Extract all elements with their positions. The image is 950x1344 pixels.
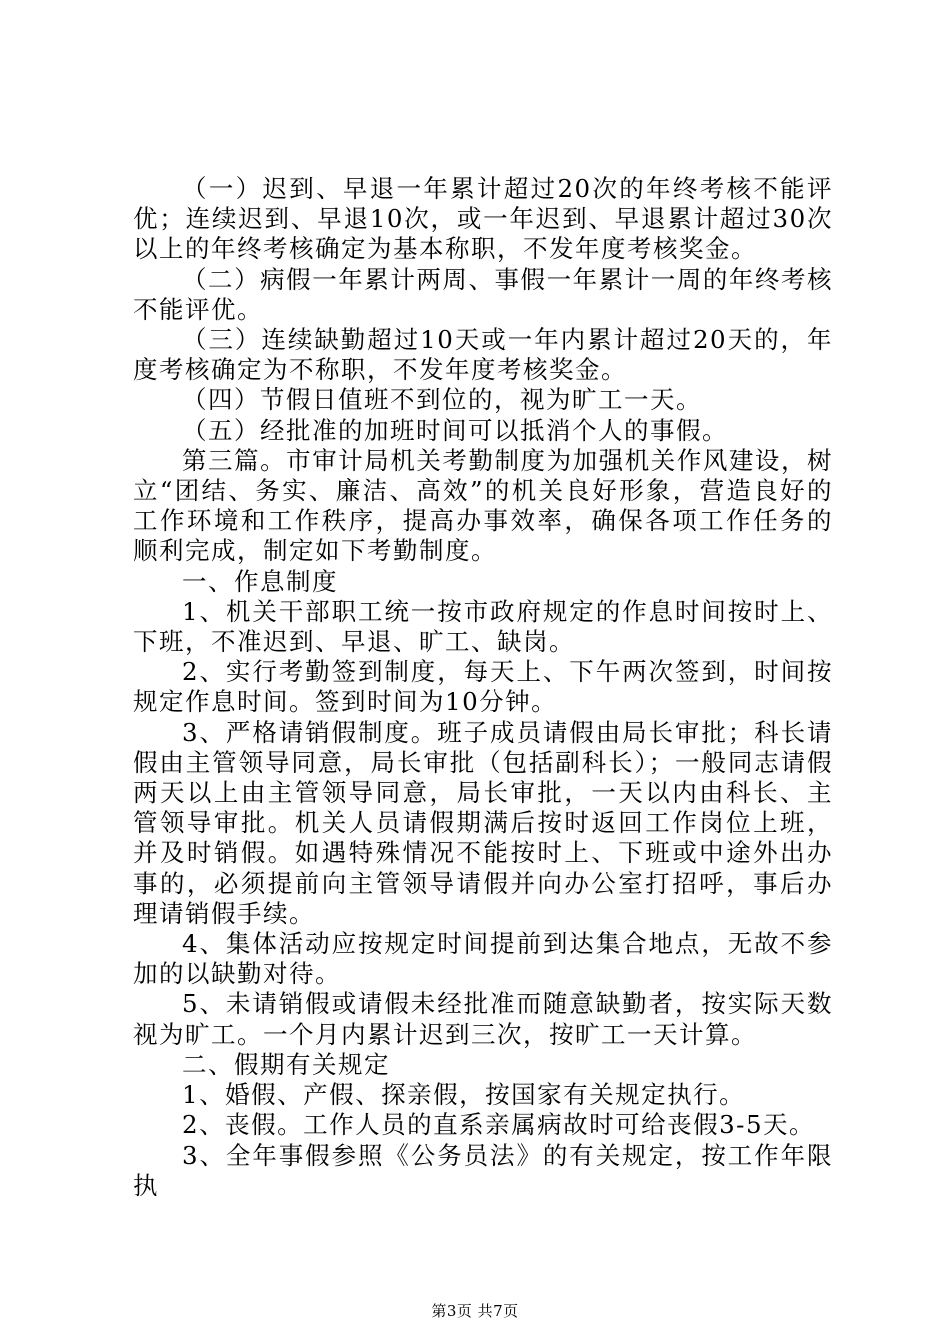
document-body [133,174,833,1201]
paragraph-14: 1、婚假、产假、探亲假，按国家有关规定执行。 [182,1080,746,1110]
paragraph-12: 5、未请销假或请假未经批准而随意缺勤者，按实际天数视为旷工。一个月内累计迟到三次，按旷工一天计算。 [133,989,833,1049]
paragraph-15: 2、丧假。工作人员的直系亲属病故时可给丧假3-5天。 [182,1110,816,1140]
page-footer: 第3页 共7页 [431,1302,519,1320]
paragraph-11: 4、集体活动应按规定时间提前到达集合地点，无故不参加的以缺勤对待。 [133,929,833,989]
paragraph-2: （二）病假一年累计两周、事假一年累计一周的年终考核不能评优。 [133,264,833,324]
paragraph-9: 2、实行考勤签到制度，每天上、下午两次签到，时间按规定作息时间。签到时间为10分钟。 [133,657,833,717]
paragraph-6: 第三篇。市审计局机关考勤制度为加强机关作风建设，树立“团结、务实、廉洁、高效”的机关良好形象，营造良好的工作环境和工作秩序，提高办事效率，确保各项工作任务的顺利完成，制定如下考勤制度。 [133,445,833,566]
section-heading-2: 二、假期有关规定 [182,1049,390,1079]
paragraph-4: （四）节假日值班不到位的，视为旷工一天。 [182,385,702,415]
paragraph-5: （五）经批准的加班时间可以抵消个人的事假。 [182,415,728,445]
paragraph-1: （一）迟到、早退一年累计超过20次的年终考核不能评优；连续迟到、早退10次，或一年迟到、早退累计超过30次以上的年终考核确定为基本称职，不发年度考核奖金。 [133,174,833,264]
section-heading-1: 一、作息制度 [182,566,338,596]
paragraph-10: 3、严格请销假制度。班子成员请假由局长审批；科长请假由主管领导同意，局长审批（包括副科长）；一般同志请假两天以上由主管领导同意，局长审批，一天以内由科长、主管领导审批。机关人员请假期满后按时返回工作岗位上班，并及时销假。如遇特殊情况不能按时上、下班或中途外出办事的，必须提前向主管领导请假并向办公室打招呼，事后办理请销假手续。 [133,717,833,928]
paragraph-16: 3、全年事假参照《公务员法》的有关规定，按工作年限执 [133,1140,833,1200]
paragraph-3: （三）连续缺勤超过10天或一年内累计超过20天的，年度考核确定为不称职，不发年度考核奖金。 [133,325,833,385]
paragraph-8: 1、机关干部职工统一按市政府规定的作息时间按时上、下班，不准迟到、早退、旷工、缺岗。 [133,596,833,657]
